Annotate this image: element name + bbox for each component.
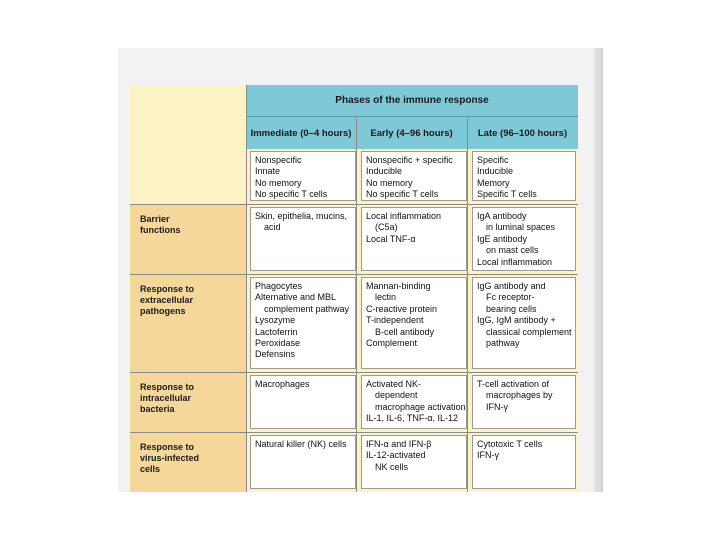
row-label-intracellular-bacteria	[140, 382, 244, 415]
cell-line: Innate	[255, 166, 281, 177]
cell-line: Cytotoxic T cells	[477, 439, 543, 449]
cell-line: IL-12-activated	[366, 450, 426, 461]
row-divider	[130, 204, 578, 205]
cell-line: Specific T cells	[477, 189, 537, 200]
cell-line: Local inflammation	[366, 211, 442, 221]
cell-line: on mast cells	[486, 245, 539, 256]
cell-extracellular-pathogens-immediate	[250, 277, 356, 369]
column-divider	[246, 85, 247, 492]
row-label-line: bacteria	[140, 404, 175, 414]
column-header-late: Late (96–100 hours)	[477, 127, 568, 139]
cell-barrier-functions-late	[472, 207, 576, 271]
column-divider	[356, 116, 357, 492]
column-header-immediate: Immediate (0–4 hours)	[250, 127, 352, 139]
cell-line: in luminal spaces	[486, 222, 556, 233]
cell-line: IgG antibody and	[477, 281, 546, 291]
cell-line: macrophages by	[486, 390, 553, 401]
column-headers	[246, 116, 578, 149]
row-label-line: Response to	[140, 284, 195, 294]
row-divider	[130, 274, 578, 275]
cell-line: Inducible	[477, 166, 514, 177]
cell-barrier-functions-immediate	[250, 207, 356, 271]
cell-line: Local TNF-α	[366, 233, 416, 244]
row-label-virus-infected-cells	[140, 442, 244, 475]
cell-line: B-cell antibody	[375, 326, 435, 337]
cell-line: Mannan-binding	[366, 281, 431, 291]
cell-line: Nonspecific	[255, 155, 302, 165]
cell-line: Skin, epithelia, mucins,	[255, 211, 348, 221]
cell-line: complement pathway	[264, 303, 350, 314]
column-header-early: Early (4–96 hours)	[370, 127, 453, 139]
cell-line: IgE antibody	[477, 233, 528, 244]
table-title: Phases of the immune response	[246, 85, 578, 116]
row-label-line: extracellular	[140, 295, 194, 305]
cell-line: IFN-α and IFN-β	[366, 439, 432, 449]
column-divider	[467, 116, 468, 492]
cell-characteristics-late	[472, 151, 576, 201]
cell-line: classical complement	[486, 326, 572, 337]
cell-line: No specific T cells	[255, 189, 328, 200]
cell-line: Alternative and MBL	[255, 292, 337, 303]
cell-line: T-independent	[366, 315, 424, 326]
cell-line: Nonspecific + specific	[366, 155, 453, 165]
cell-line: Defensins	[255, 349, 296, 360]
cell-line: Complement	[366, 338, 418, 349]
cell-characteristics-early	[361, 151, 467, 201]
cell-line: macrophage activation	[375, 401, 466, 412]
cell-extracellular-pathogens-early	[361, 277, 467, 369]
cell-line: Peroxidase	[255, 338, 301, 349]
cell-line: Local inflammation	[477, 256, 553, 267]
cell-line: Inducible	[366, 166, 403, 177]
cell-intracellular-bacteria-late	[472, 375, 576, 429]
row-label-line: functions	[140, 225, 181, 235]
cell-line: IFN-γ	[486, 401, 508, 412]
cell-line: No specific T cells	[366, 189, 439, 200]
cell-virus-infected-cells-late	[472, 435, 576, 489]
cell-line: acid	[264, 222, 281, 233]
cell-line: Specific	[477, 155, 509, 165]
row-label-line: Barrier	[140, 214, 170, 224]
cell-line: IgA antibody	[477, 211, 527, 221]
cell-characteristics-immediate	[250, 151, 356, 201]
cell-line: Macrophages	[255, 379, 310, 389]
row-divider	[130, 372, 578, 373]
cell-line: Memory	[477, 177, 510, 188]
cell-virus-infected-cells-early	[361, 435, 467, 489]
row-label-barrier-functions	[140, 214, 244, 236]
cell-line: No memory	[255, 177, 302, 188]
cell-intracellular-bacteria-early	[361, 375, 467, 429]
cell-line: IgG, IgM antibody +	[477, 315, 556, 326]
row-label-line: pathogens	[140, 306, 186, 316]
row-divider	[130, 432, 578, 433]
page-edge-shadow	[594, 48, 603, 492]
cell-line: No memory	[366, 177, 413, 188]
cell-line: (C5a)	[375, 222, 398, 233]
row-label-line: Response to	[140, 442, 195, 452]
cell-line: T-cell activation of	[477, 379, 550, 389]
cell-barrier-functions-early	[361, 207, 467, 271]
cell-line: Lysozyme	[255, 315, 296, 326]
cell-line: IL-1, IL-6, TNF-α, IL-12	[366, 413, 459, 424]
row-label-extracellular-pathogens	[140, 284, 244, 317]
cell-line: IFN-γ	[477, 450, 499, 461]
row-label-line: virus-infected	[140, 453, 200, 463]
row-label-line: cells	[140, 464, 161, 474]
cell-line: Activated NK-	[366, 379, 422, 389]
cell-line: Phagocytes	[255, 281, 303, 291]
cell-line: Fc receptor-	[486, 292, 535, 303]
cell-line: NK cells	[375, 461, 409, 472]
cell-virus-infected-cells-immediate	[250, 435, 356, 489]
cell-line: C-reactive protein	[366, 303, 438, 314]
cell-extracellular-pathogens-late	[472, 277, 576, 369]
cell-line: Natural killer (NK) cells	[255, 439, 347, 449]
cell-line: dependent	[375, 390, 418, 401]
cell-line: pathway	[486, 338, 520, 349]
cell-line: bearing cells	[486, 303, 537, 314]
row-label-line: Response to	[140, 382, 195, 392]
row-label-line: intracellular	[140, 393, 192, 403]
cell-line: lectin	[375, 292, 397, 303]
cell-line: Lactoferrin	[255, 326, 298, 337]
cell-intracellular-bacteria-immediate	[250, 375, 356, 429]
